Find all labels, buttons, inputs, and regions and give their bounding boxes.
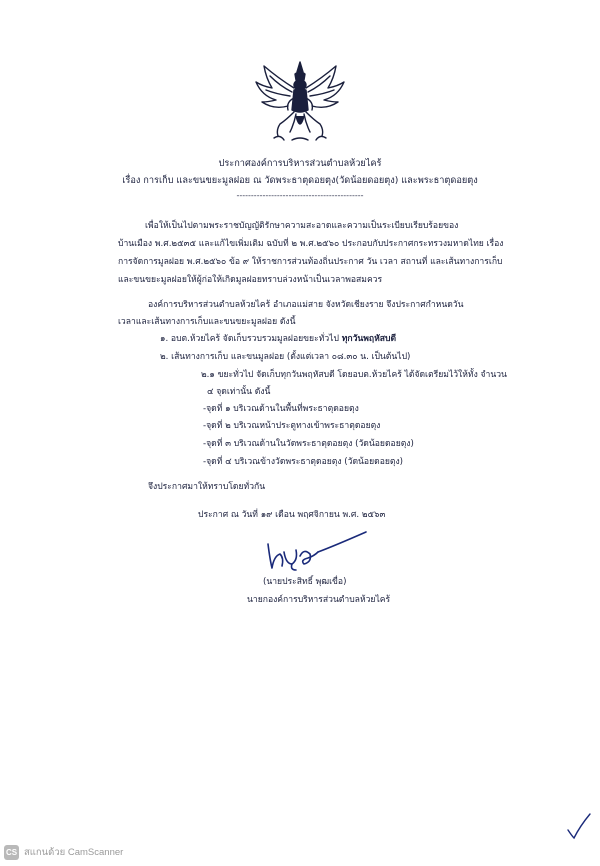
handwritten-signature (262, 530, 372, 580)
signatory-position: นายกองค์การบริหารส่วนตำบลห้วยไคร้ (247, 595, 391, 605)
scanner-watermark-text: สแกนด้วย CamScanner (24, 846, 124, 858)
scanner-watermark (4, 844, 123, 860)
paragraph-2-line-2: เวลาและเส้นทางการเก็บและขนขยะมูลฝอย ดังนี้ (118, 317, 296, 327)
collection-point-2: -จุดที่ ๒ บริเวณหน้าประตูทางเข้าพระธาตุดอยตุง (203, 421, 381, 431)
collection-day: ทุกวันพฤหัสบดี (341, 334, 397, 344)
paragraph-2-line-1: องค์การบริหารส่วนตำบลห้วยไคร้ อำเภอแม่สาย จังหวัดเชียงราย จึงประกาศกำหนดวัน (148, 300, 464, 310)
collection-point-3: -จุดที่ ๓ บริเวณด้านในวัดพระธาตุดอยตุง (วัดน้อยดอยตุง) (203, 439, 414, 449)
collection-item-1 (160, 333, 396, 345)
signatory-name: (นายประสิทธิ์ พุฒเขื่อ) (263, 577, 347, 587)
collection-item-1-text: ๑. อบต.ห้วยไคร้ จัดเก็บรวบรวมมูลฝอยขยะทั่วไป (160, 334, 339, 344)
pen-tick-mark (564, 812, 594, 842)
points-count: ๔ จุดเท่านั้น ดังนี้ (207, 387, 271, 397)
paragraph-1-line-4: และขนขยะมูลฝอยให้ผู้ก่อให้เกิดมูลฝอยทราบล่วงหน้าเป็นเวลาพอสมควร (118, 275, 383, 285)
announcement-date: ประกาศ ณ วันที่ ๑๙ เดือน พฤศจิกายน พ.ศ. ๒๕๖๓ (198, 510, 386, 520)
collection-point-1: -จุดที่ ๑ บริเวณด้านในพื้นที่พระธาตุดอยตุง (203, 404, 359, 414)
announcement-title: ประกาศองค์การบริหารส่วนตำบลห้วยไคร้ (218, 158, 382, 169)
collection-item-2-1: ๒.๑ ขยะทั่วไป จัดเก็บทุกวันพฤหัสบดี โดยอบต.ห้วยไคร้ ได้จัดเตรียมไว้ให้ทั้ง จำนวน (201, 370, 507, 380)
camscanner-logo-icon: CS (4, 845, 19, 860)
paragraph-1-line-1: เพื่อให้เป็นไปตามพระราชบัญญัติรักษาความสะอาดและความเป็นระเบียบเรียบร้อยของ (145, 221, 459, 231)
paragraph-1-line-3: การจัดการมูลฝอย พ.ศ.๒๕๖๐ ข้อ ๙ ให้ราชการส่วนท้องถิ่นประกาศ วัน เวลา สถานที่ และเส้นทางการเก็บ (118, 257, 503, 267)
collection-point-4: -จุดที่ ๔ บริเวณข้างวัดพระธาตุดอยตุง (วัดน้อยดอยตุง) (203, 457, 404, 467)
title-divider: -------------------------------------------- (236, 191, 364, 200)
announcement-subject: เรื่อง การเก็บ และขนขยะมูลฝอย ณ วัดพระธาตุดอยตุง(วัดน้อยดอยตุง) และพระธาตุดอยตุง (122, 175, 478, 186)
collection-item-2: ๒. เส้นทางการเก็บ และขนมูลฝอย (ตั้งแต่เวลา ๐๘.๓๐ น. เป็นต้นไป) (160, 352, 411, 362)
garuda-emblem-icon (252, 58, 348, 146)
paragraph-1-line-2: บ้านเมือง พ.ศ.๒๕๓๕ และแก้ไขเพิ่มเติม ฉบับที่ ๒ พ.ศ.๒๕๖๐ ประกอบกับประกาศกระทรวงมหาดไทย เรื่อง (118, 239, 504, 249)
closing-statement: จึงประกาศมาให้ทราบโดยทั่วกัน (148, 482, 266, 492)
